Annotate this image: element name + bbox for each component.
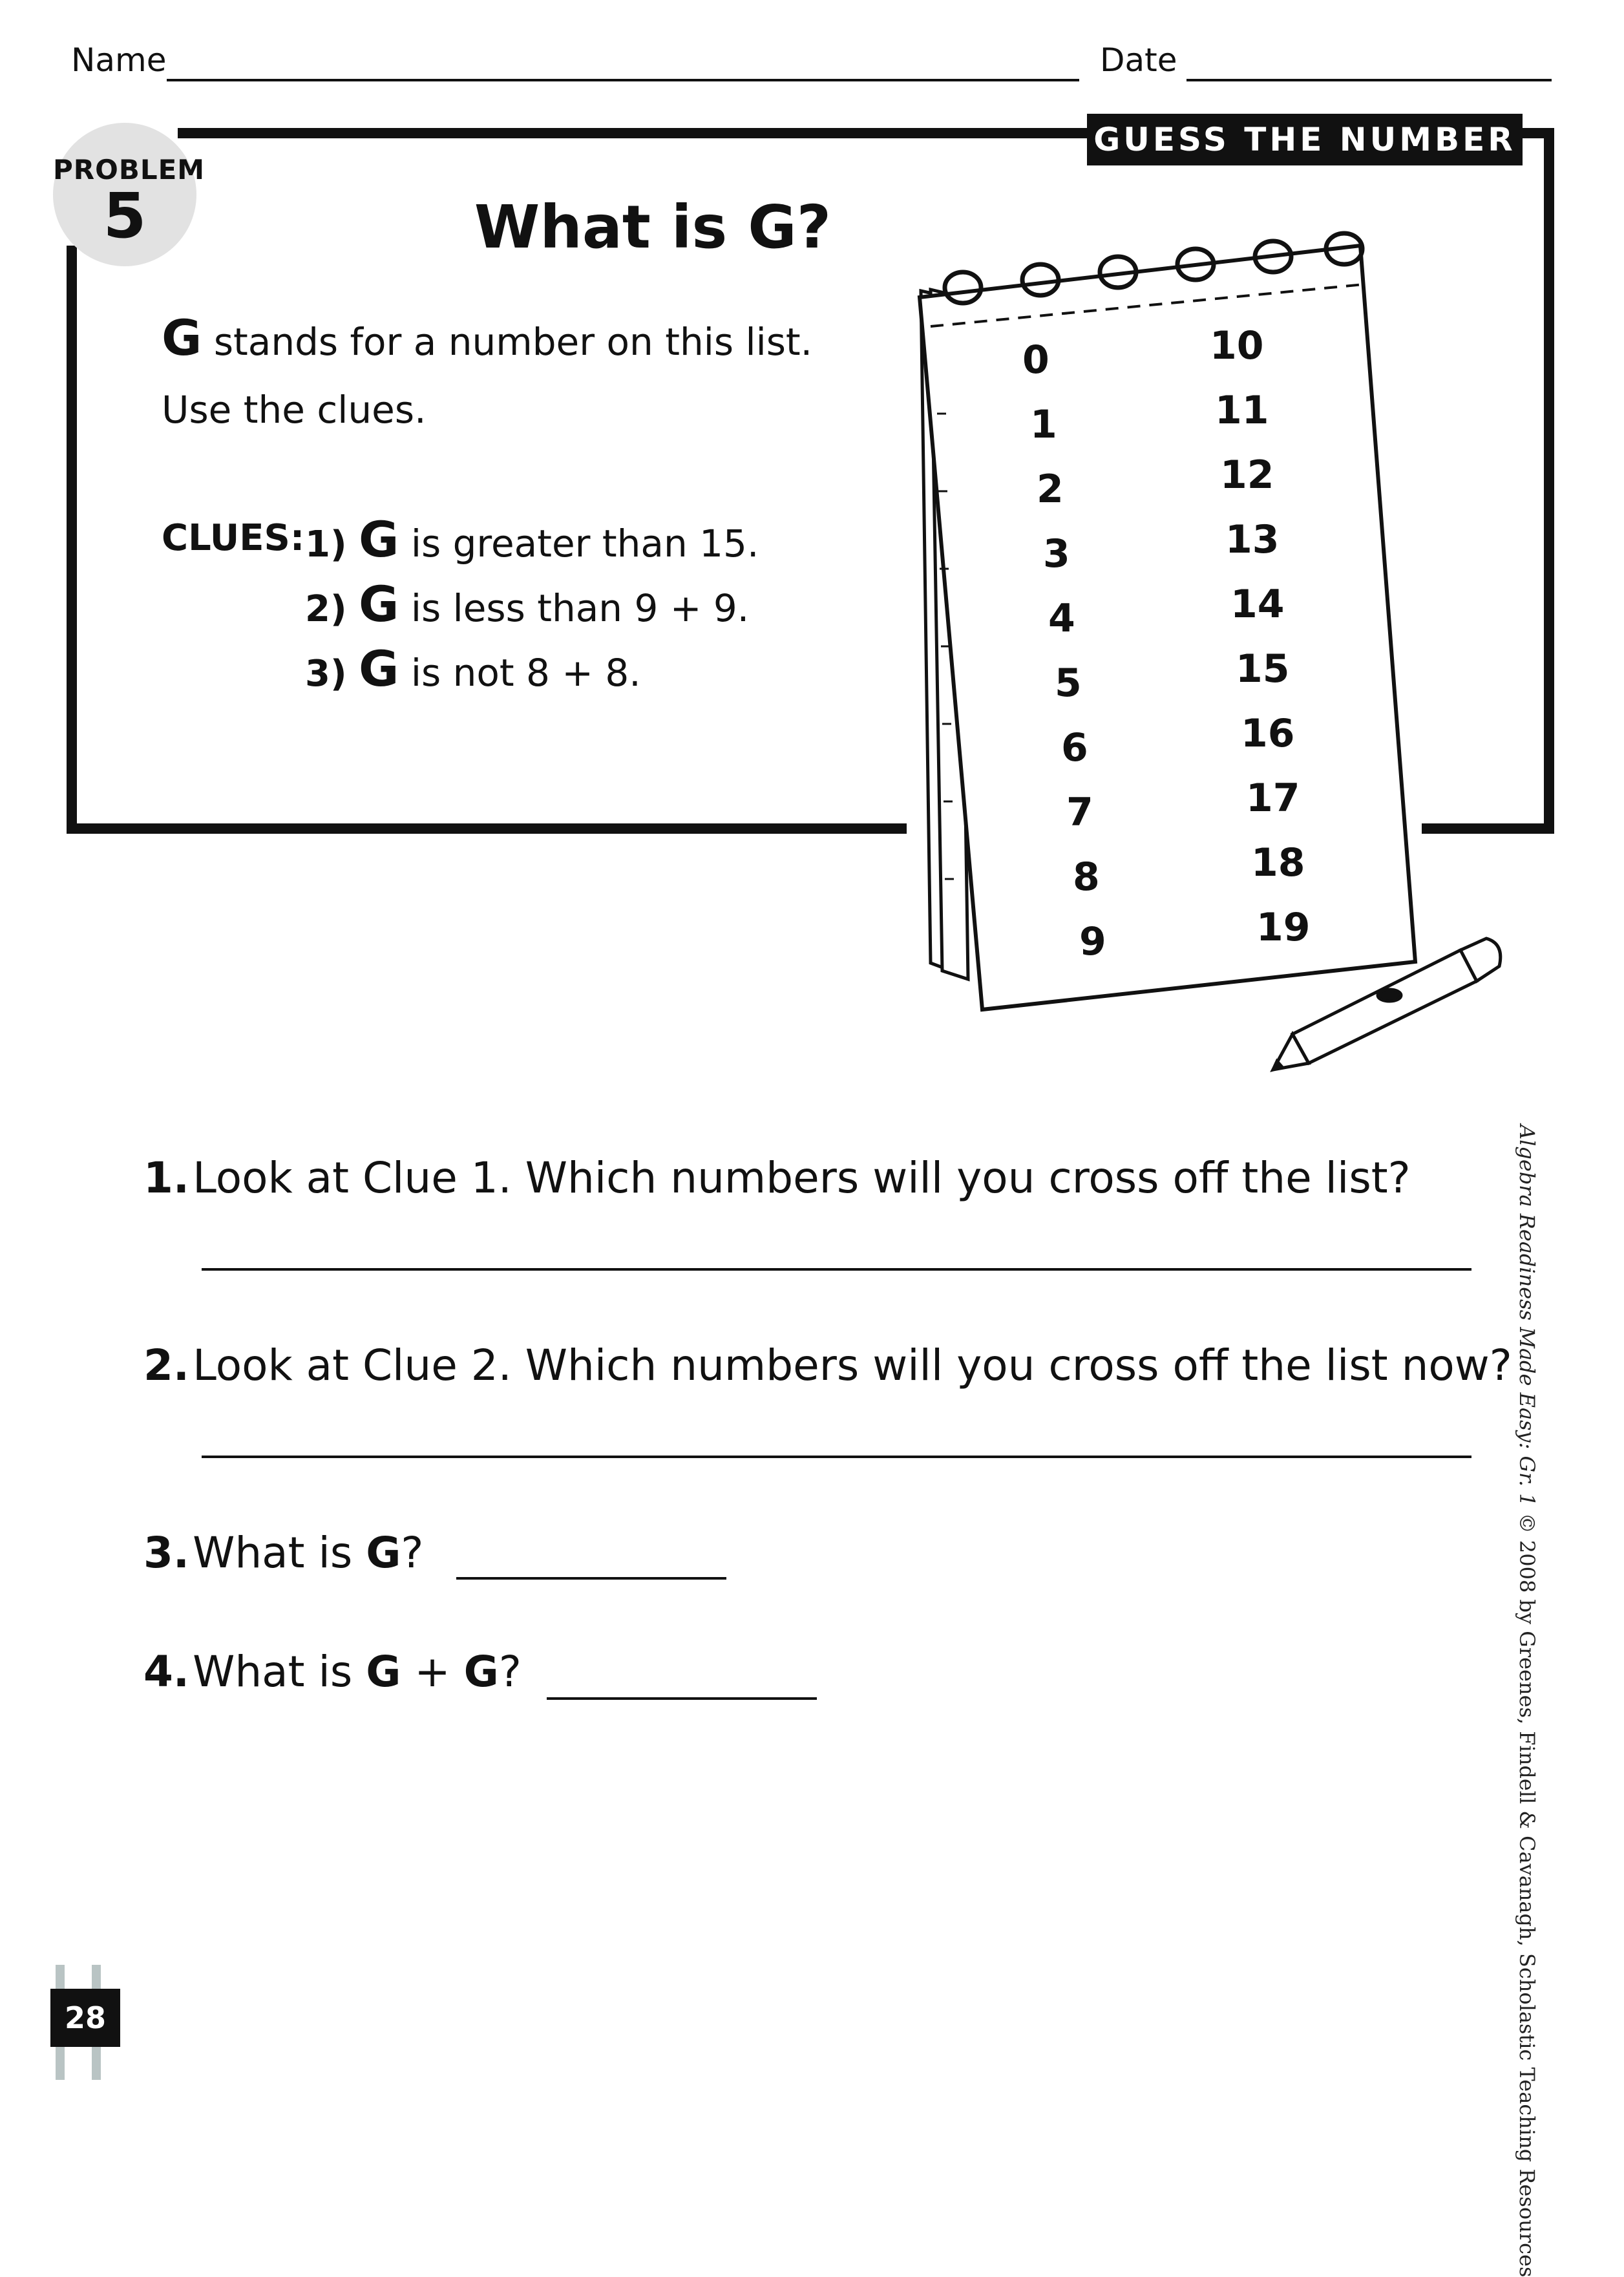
- page-number: 28: [50, 1989, 120, 2047]
- plus-sign: +: [401, 1647, 464, 1697]
- list-number: 18: [1251, 840, 1305, 885]
- g-letter: G: [366, 1647, 401, 1697]
- clue-3: [305, 640, 641, 697]
- intro-text: stands for a number on this list.: [213, 320, 813, 364]
- question-text: Look at Clue 1. Which numbers will you cross off the list?: [193, 1153, 1411, 1203]
- problem-label: PROBLEM: [53, 154, 206, 185]
- date-field[interactable]: [1186, 79, 1552, 81]
- g-letter: G: [162, 309, 202, 366]
- problem-frame-bottom: [67, 823, 907, 834]
- copyright-credit: [1501, 1125, 1539, 2277]
- clue-1: [305, 511, 759, 568]
- question-3: [143, 1528, 423, 1578]
- g-letter: G: [359, 575, 399, 633]
- g-letter: G: [359, 511, 399, 568]
- list-number: 7: [1066, 790, 1093, 835]
- problem-title: What is G?: [474, 193, 832, 262]
- list-number: 17: [1246, 776, 1300, 821]
- clue-text: is greater than 15.: [410, 522, 759, 566]
- question-mark: ?: [498, 1647, 522, 1697]
- list-number: 0: [1022, 337, 1049, 383]
- g-letter: G: [366, 1528, 401, 1578]
- clue-text: is less than 9 + 9.: [410, 586, 750, 630]
- list-number: 13: [1225, 517, 1280, 562]
- clue-2: [305, 575, 749, 633]
- list-number: 19: [1256, 905, 1311, 950]
- question-number: 4.: [143, 1647, 189, 1697]
- problem-frame-right: [1544, 128, 1554, 834]
- answer-line-4[interactable]: [547, 1697, 817, 1700]
- intro-line: [162, 309, 812, 366]
- question-mark: ?: [401, 1528, 424, 1578]
- use-clues-text: Use the clues.: [162, 388, 427, 432]
- category-banner: GUESS THE NUMBER: [1087, 114, 1523, 165]
- name-field[interactable]: [167, 79, 1079, 81]
- list-number: 11: [1215, 388, 1269, 433]
- list-number: 5: [1055, 661, 1082, 706]
- question-number: 3.: [143, 1528, 189, 1578]
- question-4: [143, 1647, 522, 1697]
- question-number: 1.: [143, 1153, 189, 1203]
- list-number: 10: [1210, 323, 1264, 368]
- list-number: 6: [1061, 725, 1088, 770]
- copyright-text: © 2008 by Greenes, Findell & Cavanagh, Scholastic Teaching Resources: [1515, 1506, 1539, 2277]
- answer-line-3[interactable]: [456, 1577, 726, 1580]
- list-number: 1: [1030, 402, 1057, 447]
- name-label: Name: [71, 41, 167, 79]
- list-number: 14: [1230, 582, 1285, 627]
- date-label: Date: [1100, 41, 1177, 79]
- clue-number: 3): [305, 653, 347, 695]
- list-number: 4: [1048, 596, 1075, 641]
- problem-number: 5: [103, 180, 147, 252]
- g-letter: G: [359, 640, 399, 697]
- g-letter: G: [463, 1647, 499, 1697]
- question-2: [143, 1340, 1512, 1390]
- clue-number: 2): [305, 588, 347, 630]
- notepad-illustration: [892, 220, 1512, 1086]
- answer-line-2[interactable]: [202, 1456, 1471, 1458]
- question-1: [143, 1153, 1411, 1203]
- list-number: 2: [1037, 467, 1064, 512]
- clue-number: 1): [305, 524, 347, 566]
- list-number: 8: [1073, 854, 1100, 900]
- question-number: 2.: [143, 1340, 189, 1390]
- notepad-front-page: [920, 246, 1415, 1010]
- list-number: 9: [1079, 919, 1106, 964]
- answer-line-1[interactable]: [202, 1268, 1471, 1271]
- book-title: Algebra Readiness Made Easy: Gr. 1: [1515, 1125, 1539, 1507]
- question-text: What is: [193, 1647, 366, 1697]
- clue-text: is not 8 + 8.: [410, 651, 641, 695]
- list-number: 16: [1241, 711, 1295, 756]
- problem-frame-left: [67, 246, 77, 834]
- clues-label: CLUES:: [162, 517, 305, 559]
- question-text: What is: [193, 1528, 366, 1578]
- list-number: 12: [1220, 452, 1274, 498]
- list-number: 3: [1043, 531, 1070, 577]
- list-number: 15: [1236, 646, 1290, 692]
- question-text: Look at Clue 2. Which numbers will you cross off the list now?: [193, 1340, 1512, 1390]
